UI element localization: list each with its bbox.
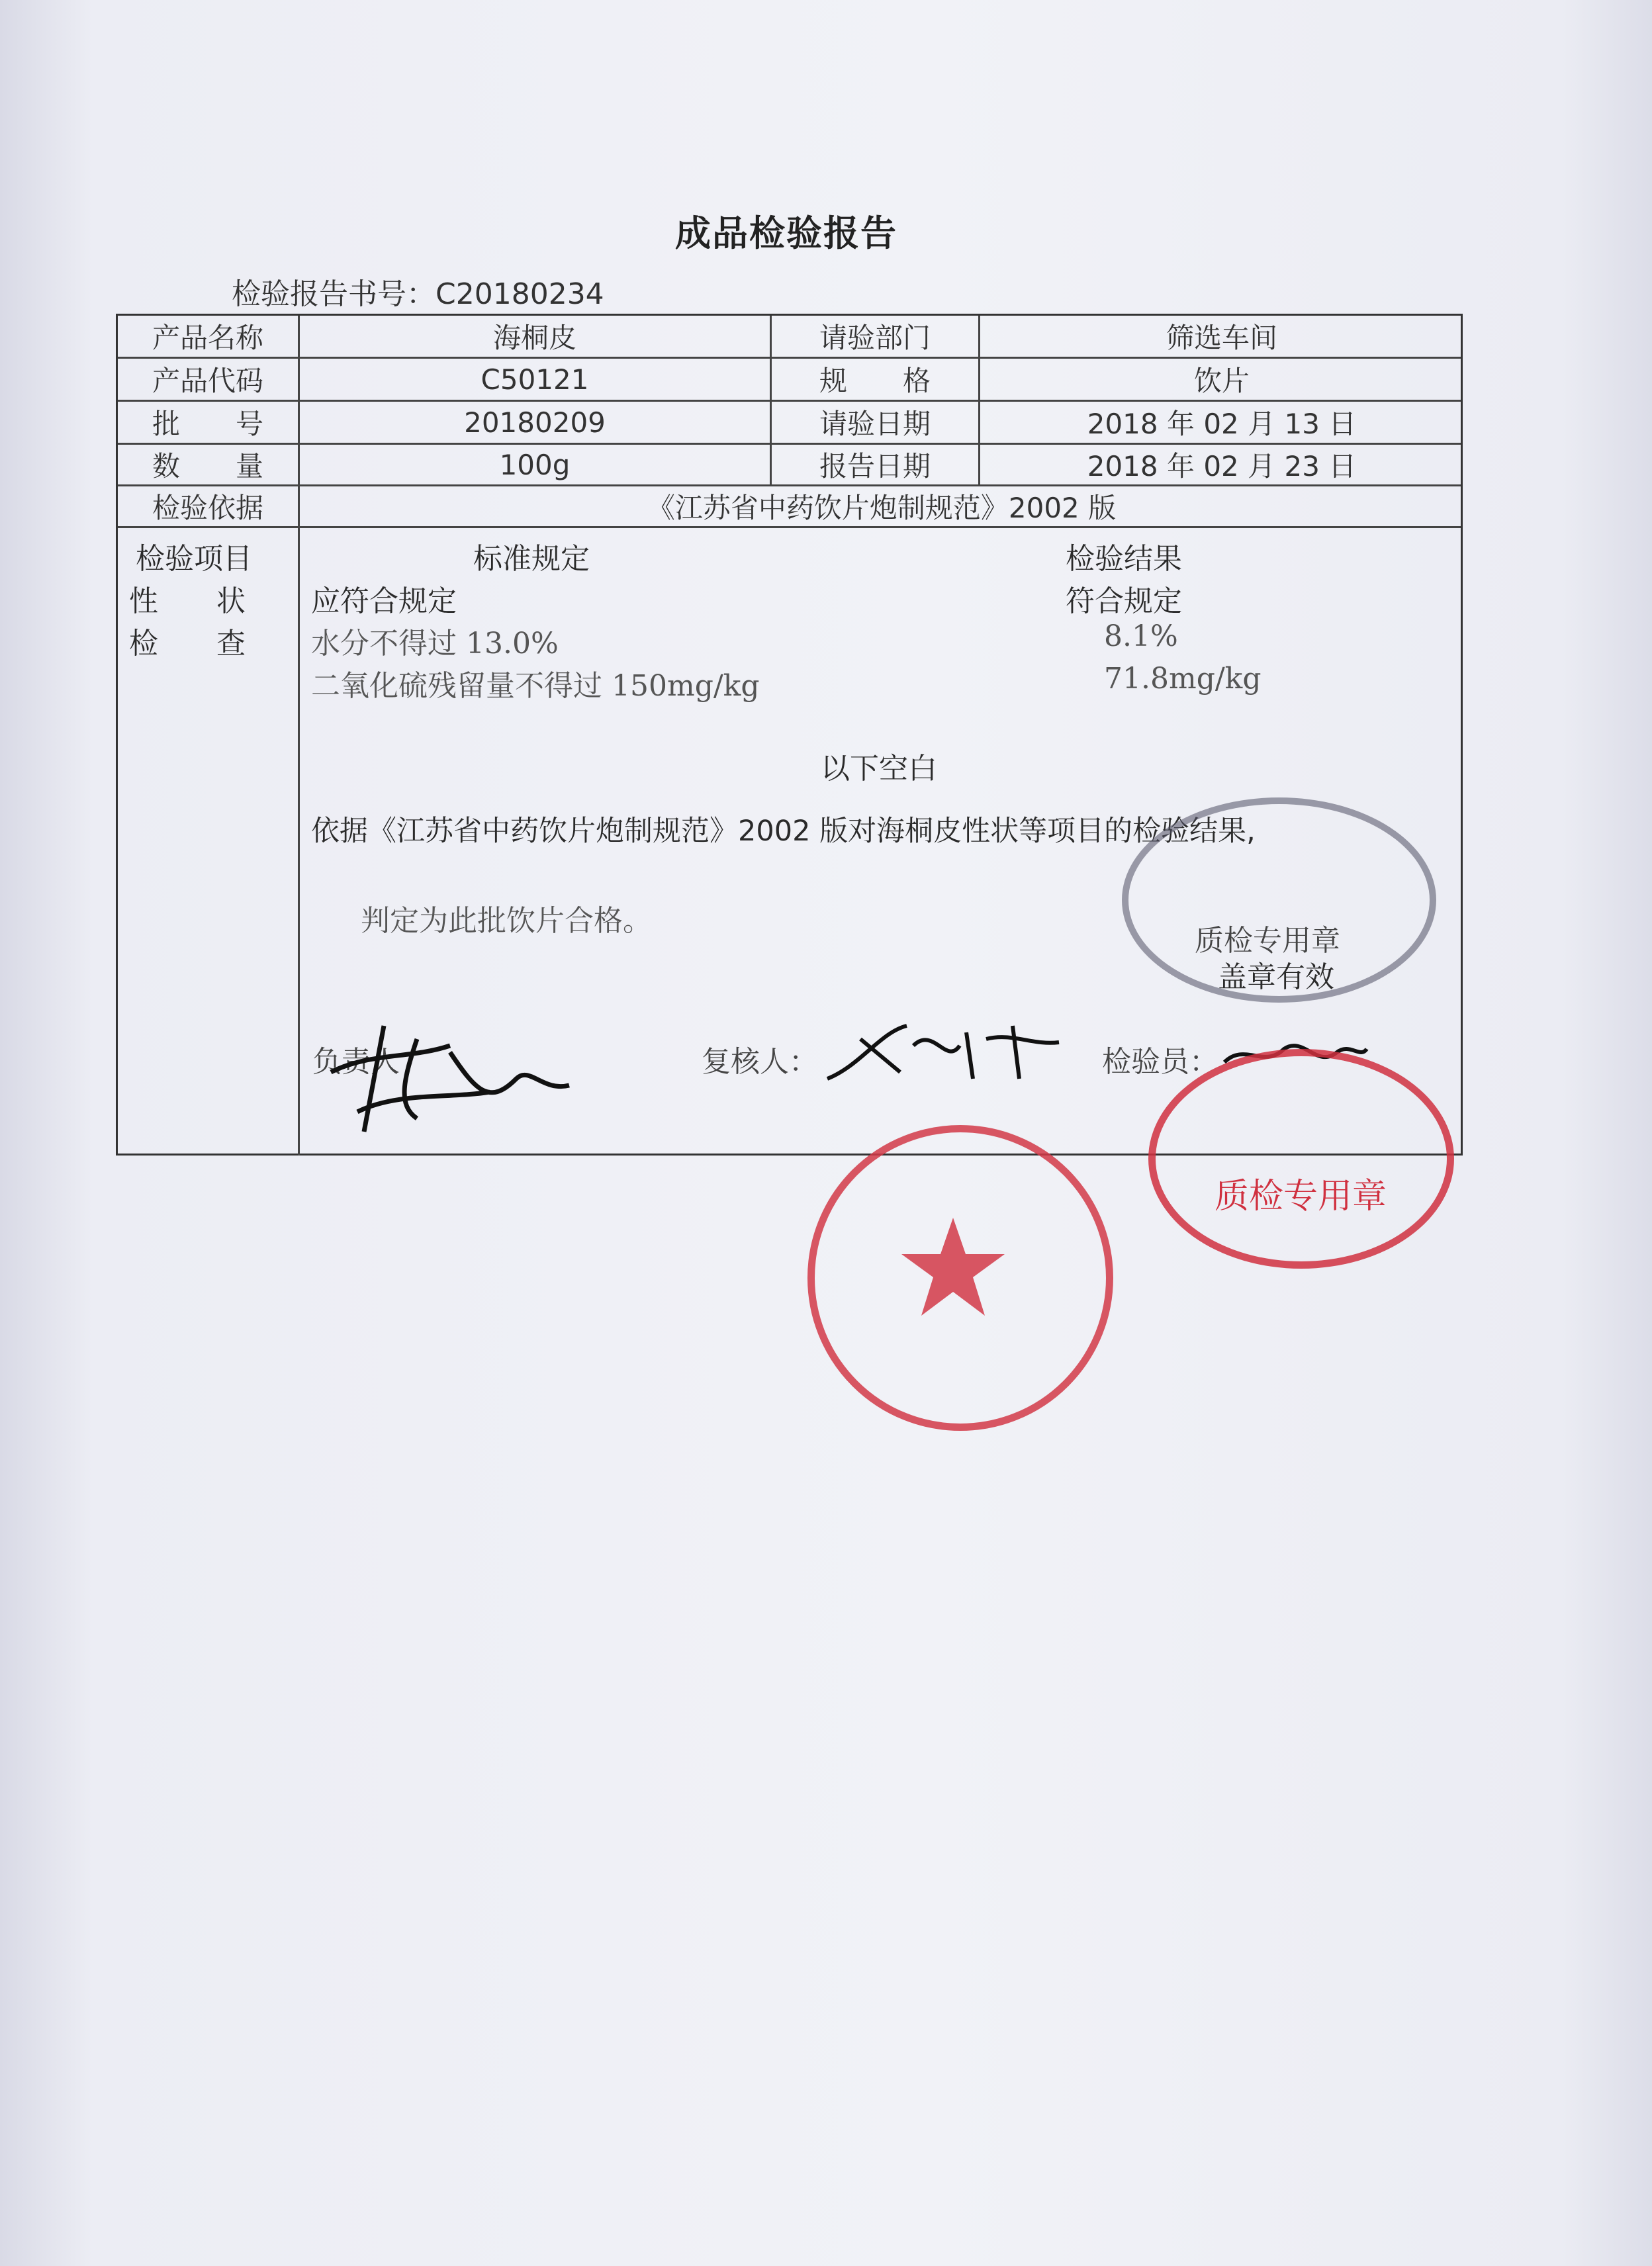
quality-stamp-red	[1148, 1049, 1454, 1269]
item-name-appearance: 性 状	[129, 584, 246, 618]
item-result-so2: 71.8mg/kg	[1104, 662, 1262, 696]
items-header-result: 检验结果	[1066, 542, 1182, 576]
item-standard-so2: 二氧化硫残留量不得过 150mg/kg	[311, 669, 760, 703]
reviewer-signature	[821, 1006, 1072, 1099]
value-report-date: 2018 年 02 月 23 日	[1087, 450, 1357, 482]
item-standard-appearance: 应符合规定	[311, 584, 457, 618]
value-request-date: 2018 年 02 月 13 日	[1087, 408, 1357, 440]
report-number-line	[232, 270, 604, 312]
report-number-label: 检验报告书号：	[232, 277, 436, 311]
value-request-dept: 筛选车间	[1166, 322, 1277, 354]
stamp-center-red: 质检专用章	[1215, 1177, 1387, 1216]
label-report-date: 报告日期	[819, 450, 931, 482]
label-request-dept: 请验部门	[819, 322, 931, 354]
conclusion-line-2: 判定为此批饮片合格。	[361, 904, 652, 938]
value-basis: 《江苏省中药饮片炮制规范》2002 版	[647, 492, 1117, 524]
item-result-moisture: 8.1%	[1104, 619, 1178, 653]
responsible-signature	[318, 1013, 596, 1145]
value-spec: 饮片	[1193, 365, 1250, 397]
report-number-value: C20180234	[436, 277, 604, 311]
label-batch: 批 号	[152, 408, 263, 440]
stamp-center-gray: 质检专用章	[1195, 924, 1340, 958]
item-name-check: 检 查	[129, 627, 246, 660]
label-quantity: 数 量	[152, 450, 263, 482]
label-spec: 规 格	[819, 365, 931, 397]
items-header-standard: 标准规定	[473, 542, 590, 576]
conclusion-line-1: 依据《江苏省中药饮片炮制规范》2002 版对海桐皮性状等项目的检验结果,	[311, 815, 1256, 848]
document-title: 成品检验报告	[675, 212, 897, 254]
item-standard-moisture: 水分不得过 13.0%	[311, 627, 559, 660]
label-product-name: 产品名称	[152, 322, 263, 354]
label-basis: 检验依据	[152, 492, 263, 524]
item-result-appearance: 符合规定	[1066, 584, 1182, 618]
inspector-label: 检验员：	[1102, 1045, 1218, 1079]
label-product-code: 产品代码	[152, 365, 263, 397]
stamp-note: 盖章有效	[1218, 960, 1334, 994]
value-product-code: C50121	[481, 363, 589, 396]
value-quantity: 100g	[499, 448, 571, 481]
seal-star-icon	[900, 1218, 1006, 1317]
reviewer-label: 复核人：	[702, 1045, 818, 1079]
responsible-label: 负责人	[312, 1045, 400, 1079]
value-product-name: 海桐皮	[492, 322, 576, 354]
blank-note: 以下空白	[821, 752, 937, 786]
items-header-item: 检验项目	[136, 542, 252, 576]
value-batch: 20180209	[464, 406, 606, 439]
label-request-date: 请验日期	[819, 408, 931, 440]
